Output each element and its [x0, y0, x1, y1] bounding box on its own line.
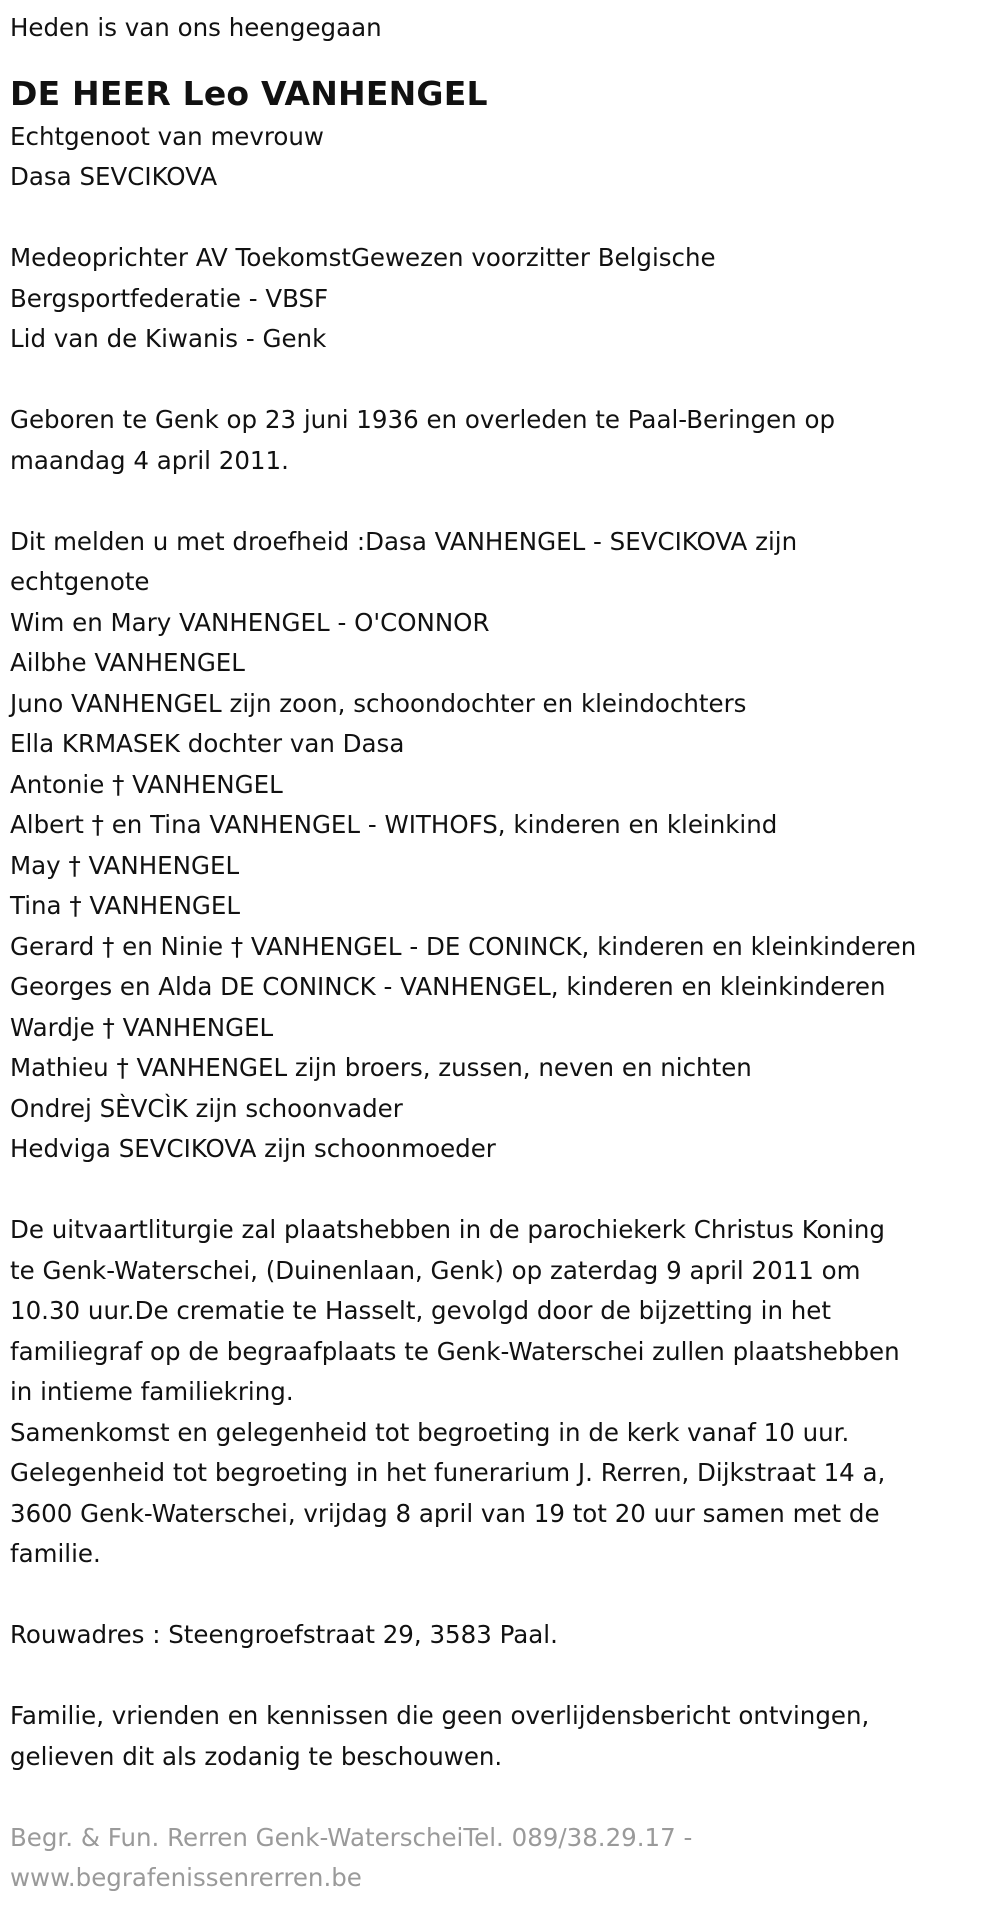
- notice-section: [10, 1696, 990, 1777]
- spouse-line: Dasa SEVCIKOVA: [10, 162, 218, 191]
- mourning-address: Rouwadres : Steengroefstraat 29, 3583 Paal.: [10, 1620, 558, 1649]
- ceremony-line: familiegraf op de begraafplaats te Genk-Waterschei zullen plaatshebben: [10, 1336, 900, 1366]
- spacer: [10, 360, 990, 401]
- ceremony-line: Samenkomst en gelegenheid tot begroeting in de kerk vanaf 10 uur.: [10, 1417, 850, 1447]
- ceremony-line: 10.30 uur.De crematie te Hasselt, gevolgd door de bijzetting in het: [10, 1296, 831, 1325]
- footer-line: Begr. & Fun. Rerren Genk-WaterscheiTel. 089/38.29.17 -: [10, 1822, 693, 1852]
- function-line: Lid van de Kiwanis - Genk: [10, 324, 327, 353]
- deceased-name: DE HEER Leo VANHENGEL: [10, 73, 488, 113]
- family-line: Ailbhe VANHENGEL: [10, 648, 245, 677]
- ceremony-line: 3600 Genk-Waterschei, vrijdag 8 april van 19 tot 20 uur samen met de: [10, 1498, 880, 1528]
- spacer: [10, 1656, 990, 1697]
- family-section: [10, 522, 990, 1170]
- footer-website: www.begrafenissenrerren.be: [10, 1863, 362, 1892]
- spacer: [10, 198, 990, 239]
- birth-death-line: Geboren te Genk op 23 juni 1936 en overleden te Paal-Beringen op: [10, 405, 835, 434]
- family-line: Antonie † VANHENGEL: [10, 769, 283, 799]
- family-line: Hedviga SEVCIKOVA zijn schoonmoeder: [10, 1134, 496, 1163]
- family-line: Juno VANHENGEL zijn zoon, schoondochter en kleindochters: [10, 688, 747, 718]
- family-line: Tina † VANHENGEL: [10, 891, 241, 920]
- ceremony-line: in intieme familiekring.: [10, 1377, 294, 1406]
- intro-text: Heden is van ons heengegaan: [10, 13, 382, 42]
- function-line: Medeoprichter AV ToekomstGewezen voorzitter Belgische: [10, 243, 716, 272]
- family-line: Wardje † VANHENGEL: [10, 1012, 274, 1042]
- spacer: [10, 481, 990, 522]
- family-line: Gerard † en Ninie † VANHENGEL - DE CONINCK, kinderen en kleinkinderen: [10, 931, 917, 961]
- spouse-section: [10, 117, 990, 198]
- function-line: Bergsportfederatie - VBSF: [10, 283, 329, 313]
- family-line: Dit melden u met droefheid :Dasa VANHENGEL - SEVCIKOVA zijn: [10, 526, 798, 556]
- spouse-line: Echtgenoot van mevrouw: [10, 121, 324, 151]
- family-line: Georges en Alda DE CONINCK - VANHENGEL, kinderen en kleinkinderen: [10, 972, 886, 1001]
- spacer: [10, 1575, 990, 1616]
- family-line: Ondrej SÈVCÌK zijn schoonvader: [10, 1093, 403, 1123]
- ceremony-line: familie.: [10, 1539, 101, 1568]
- ceremony-line: te Genk-Waterschei, (Duinenlaan, Genk) op zaterdag 9 april 2011 om: [10, 1255, 861, 1285]
- family-line: Mathieu † VANHENGEL zijn broers, zussen, neven en nichten: [10, 1053, 752, 1082]
- functions-section: [10, 238, 990, 360]
- notice-line: gelieven dit als zodanig te beschouwen.: [10, 1741, 503, 1771]
- birth-death-line: maandag 4 april 2011.: [10, 445, 289, 475]
- spacer: [10, 1777, 990, 1818]
- family-line: echtgenote: [10, 567, 150, 596]
- spacer: [10, 1170, 990, 1211]
- ceremony-line: De uitvaartliturgie zal plaatshebben in de parochiekerk Christus Koning: [10, 1215, 885, 1244]
- family-line: Wim en Mary VANHENGEL - O'CONNOR: [10, 607, 490, 637]
- funeral-home-footer: [10, 1818, 990, 1899]
- family-line: May † VANHENGEL: [10, 850, 240, 880]
- birth-death-section: [10, 400, 990, 481]
- notice-line: Familie, vrienden en kennissen die geen overlijdensbericht ontvingen,: [10, 1701, 870, 1730]
- family-line: Albert † en Tina VANHENGEL - WITHOFS, kinderen en kleinkind: [10, 810, 778, 839]
- ceremony-line: Gelegenheid tot begroeting in het funerarium J. Rerren, Dijkstraat 14 a,: [10, 1458, 886, 1487]
- ceremony-section: [10, 1210, 990, 1575]
- family-line: Ella KRMASEK dochter van Dasa: [10, 729, 405, 758]
